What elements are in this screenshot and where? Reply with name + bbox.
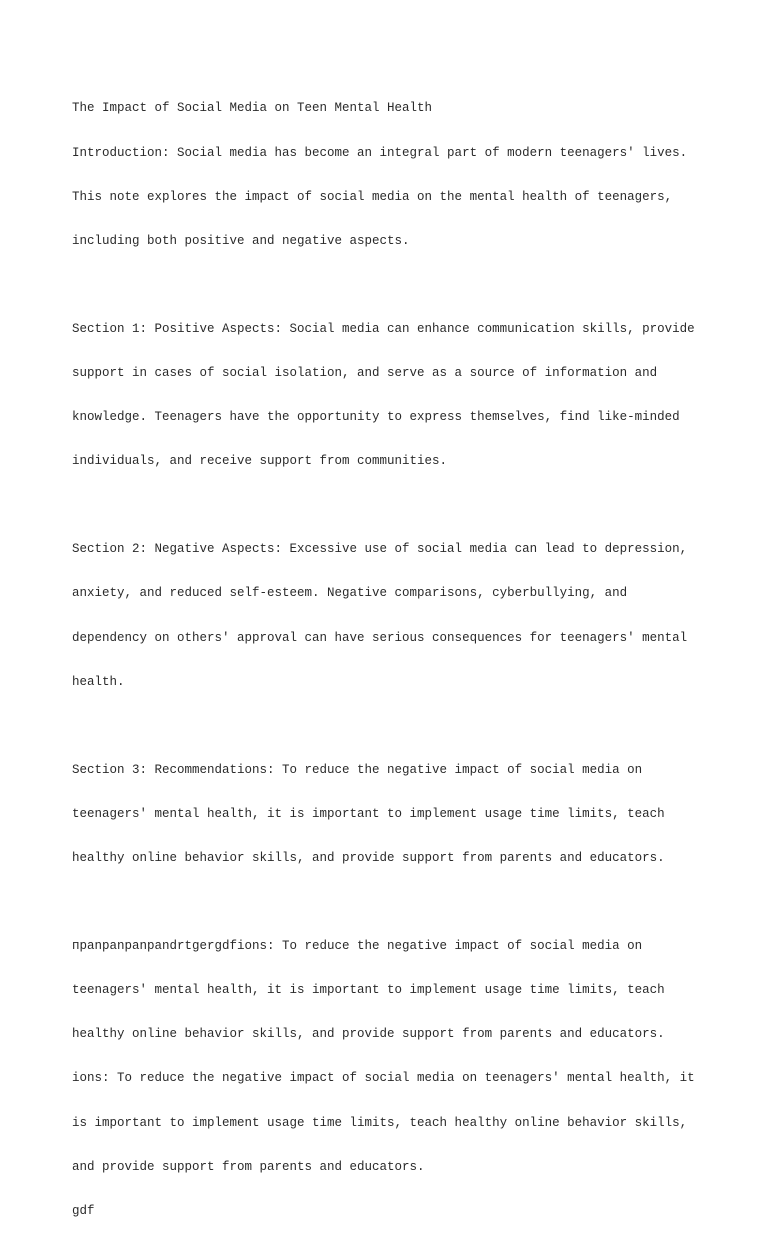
extra-text-line: and provide support from parents and educators. [72, 1159, 425, 1174]
section-3-line: healthy online behavior skills, and provide support from parents and educators. [72, 851, 665, 865]
document-body [72, 72, 712, 1233]
trailing-text-line: gdf [72, 1203, 95, 1218]
section-2-line: dependency on others' approval can have serious consequences for teenagers' mental [72, 630, 688, 645]
extra-text-line: пpanpanpanpandrtgergdfions: To reduce the negative impact of social media on [72, 939, 643, 954]
section-1-line: Section 1: Positive Aspects: Social media can enhance communication skills, provide [72, 321, 695, 336]
section-2-line: health. [72, 674, 125, 689]
section-1-line: individuals, and receive support from communities. [72, 454, 448, 469]
blank-line [72, 498, 712, 513]
blank-line [72, 719, 712, 734]
blank-line [72, 895, 712, 910]
section-3-line: Section 3: Recommendations: To reduce the negative impact of social media on [72, 762, 643, 777]
blank-line [72, 278, 712, 293]
intro-line: including both positive and negative aspects. [72, 233, 410, 248]
section-2-line: Section 2: Negative Aspects: Excessive use of social media can lead to depression, [72, 542, 688, 557]
intro-line: This note explores the impact of social media on the mental health of teenagers, [72, 189, 673, 204]
document-title: The Impact of Social Media on Teen Mental Health [72, 101, 433, 116]
intro-line: Introduction: Social media has become an integral part of modern teenagers' lives. [72, 145, 688, 160]
extra-text-line: healthy online behavior skills, and provide support from parents and educators. [72, 1027, 665, 1042]
section-1-line: knowledge. Teenagers have the opportunity to express themselves, find like-minded [72, 410, 680, 425]
extra-text-line: is important to implement usage time limits, teach healthy online behavior skills, [72, 1115, 688, 1130]
extra-text-line: teenagers' mental health, it is important to implement usage time limits, teach [72, 983, 665, 998]
extra-text-line: ions: To reduce the negative impact of social media on teenagers' mental health, it [72, 1071, 695, 1086]
section-3-line: teenagers' mental health, it is important to implement usage time limits, teach [72, 806, 665, 821]
section-2-line: anxiety, and reduced self-esteem. Negative comparisons, cyberbullying, and [72, 586, 628, 601]
section-1-line: support in cases of social isolation, and serve as a source of information and [72, 365, 658, 380]
